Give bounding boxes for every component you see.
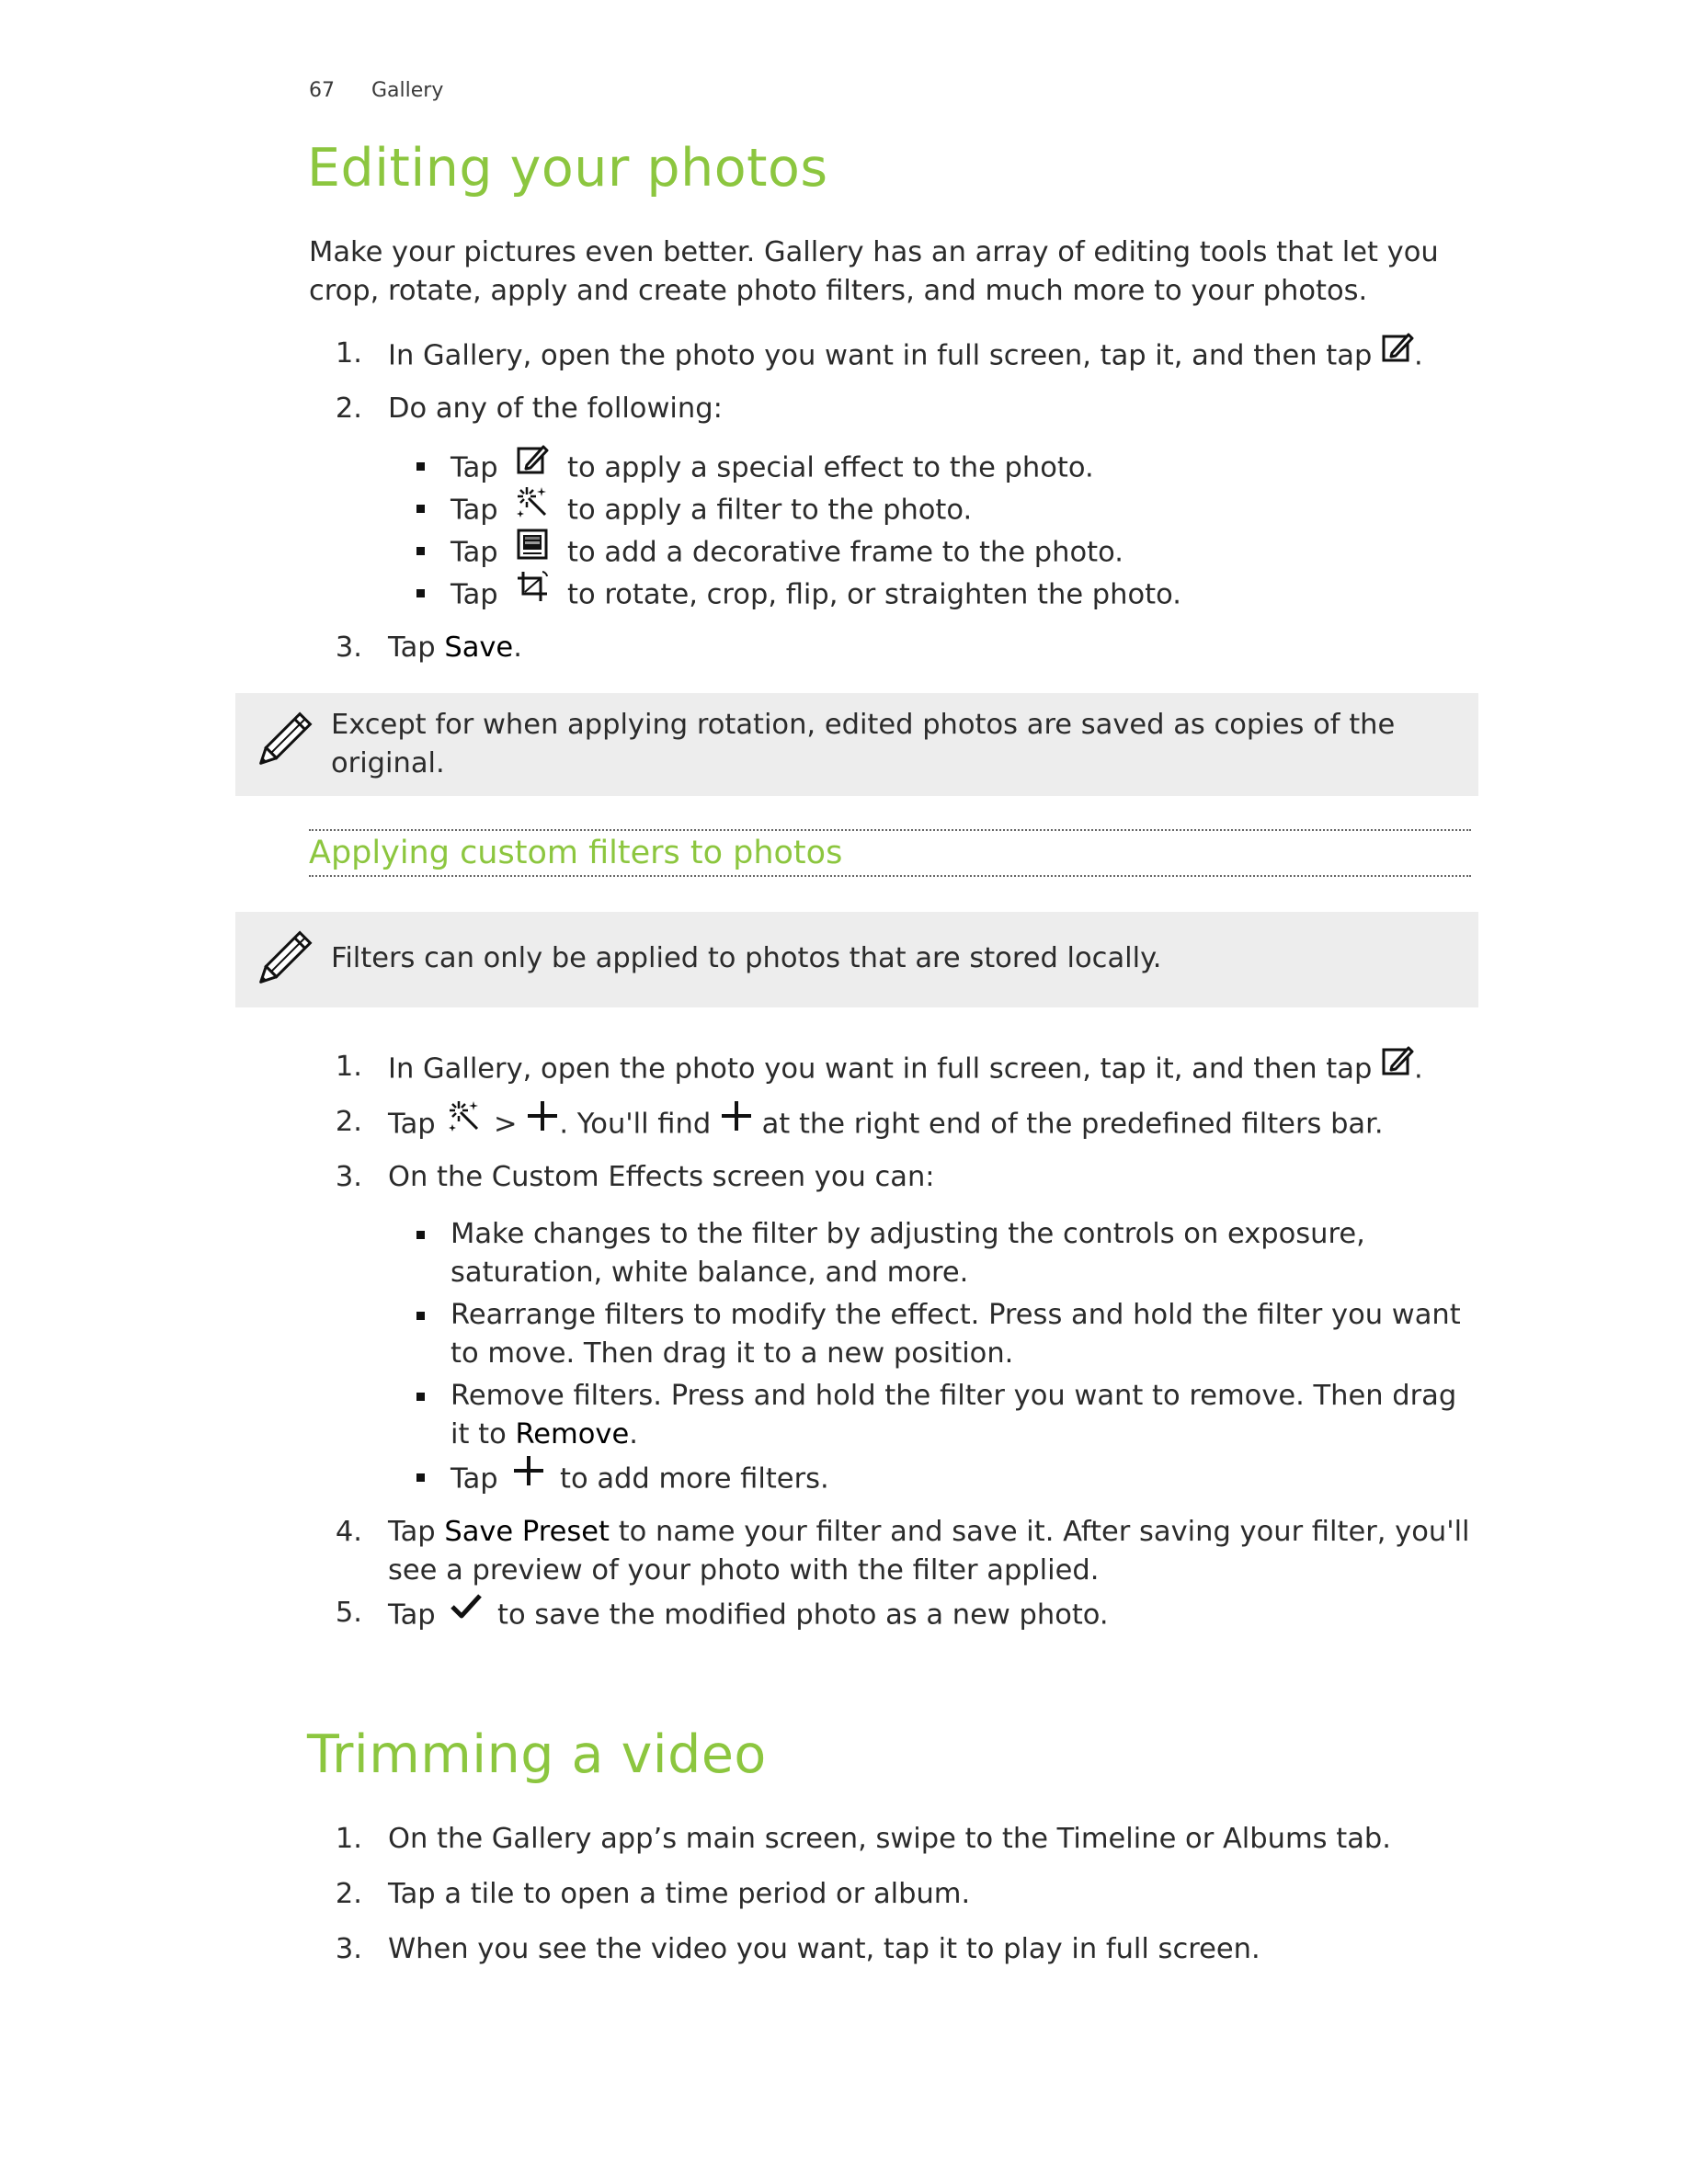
divider-top xyxy=(309,829,1471,831)
save-preset-label: Save Preset xyxy=(444,1516,610,1548)
editing-bullet-crop: Tap to rotate, crop, flip, or straighten the photo. xyxy=(451,574,1181,618)
note-box-local xyxy=(235,912,1478,1007)
section-name: Gallery xyxy=(371,79,444,102)
pencil-icon xyxy=(252,930,313,995)
pencil-icon xyxy=(252,711,313,776)
filters-bullet-add: Tap to add more filters. xyxy=(451,1458,1480,1502)
crop-icon xyxy=(516,570,549,614)
editing-bullet-frame: Tap to add a decorative frame to the photo. xyxy=(451,531,1123,575)
edit-icon xyxy=(516,443,549,487)
save-label: Save xyxy=(444,631,514,664)
note-box-rotation xyxy=(235,693,1478,796)
heading-trimming-video: Trimming a video xyxy=(307,1724,767,1785)
frame-icon xyxy=(516,528,549,572)
divider-bottom xyxy=(309,875,1471,877)
filters-bullet-remove: Remove filters. Press and hold the filter you want to remove. Then drag it to Remove. xyxy=(451,1377,1480,1454)
magic-wand-icon xyxy=(516,485,549,529)
page-number: 67 xyxy=(309,79,335,102)
plus-icon xyxy=(526,1099,559,1143)
plus-icon xyxy=(512,1454,545,1498)
editing-bullet-filter: Tap to apply a filter to the photo. xyxy=(451,489,972,533)
filters-bullet-adjust: Make changes to the filter by adjusting the controls on exposure, saturation, white balance, and more. xyxy=(451,1215,1480,1292)
checkmark-icon xyxy=(450,1590,483,1634)
note-text-local: Filters can only be applied to photos that are stored locally. xyxy=(331,942,1162,974)
edit-icon xyxy=(1381,331,1414,375)
heading-editing-photos: Editing your photos xyxy=(307,138,828,199)
magic-wand-icon xyxy=(448,1099,481,1143)
filters-bullet-rearrange: Rearrange filters to modify the effect. Press and hold the filter you want to move. Then drag it to a new position. xyxy=(451,1296,1480,1373)
remove-label: Remove xyxy=(515,1418,630,1450)
editing-bullet-effect: Tap to apply a special effect to the photo. xyxy=(451,447,1094,491)
edit-icon xyxy=(1381,1044,1414,1088)
editing-intro: Make your pictures even better. Gallery has an array of editing tools that let you crop, rotate, apply and create photo filters, and much more to your photos. xyxy=(309,236,1439,307)
plus-icon xyxy=(720,1099,753,1143)
note-text-rotation: Except for when applying rotation, edited photos are saved as copies of the original. xyxy=(331,709,1396,779)
page-header xyxy=(309,79,443,102)
heading-custom-filters: Applying custom filters to photos xyxy=(309,835,843,871)
